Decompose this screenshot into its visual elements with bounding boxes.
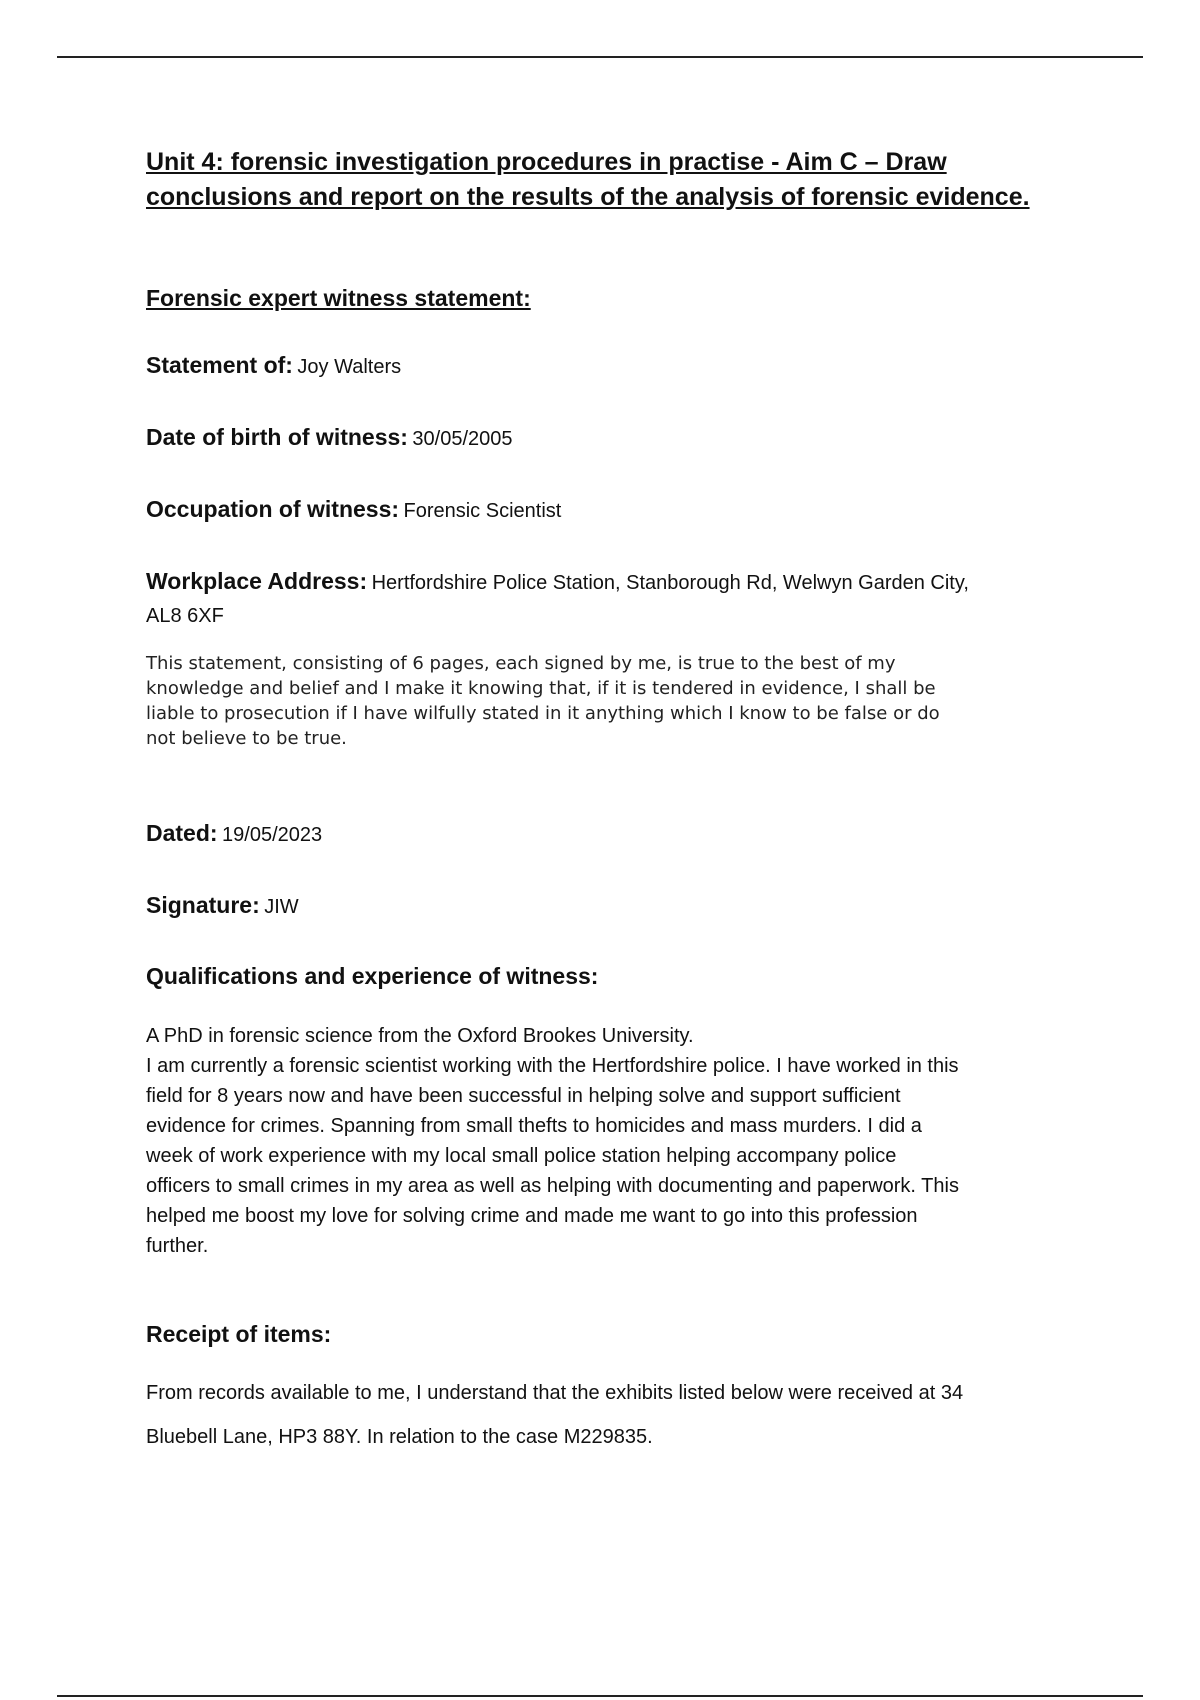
title-line-2: conclusions and report on the results of the analysis of forensic evidence.	[146, 183, 1030, 211]
declaration-line: knowledge and belief and I make it knowing that, if it is tendered in evidence, I shall be	[146, 678, 936, 699]
declaration-line: not believe to be true.	[146, 728, 347, 749]
statement-of-field	[146, 349, 1066, 385]
receipt-line: Bluebell Lane, HP3 88Y. In relation to the case M229835.	[146, 1426, 653, 1448]
receipt-line: From records available to me, I understand that the exhibits listed below were received at 34	[146, 1382, 964, 1404]
statement-of-value: Joy Walters	[297, 356, 402, 378]
document-body	[146, 145, 1066, 1459]
workplace-label: Workplace Address:	[146, 568, 368, 594]
dated-label: Dated:	[146, 820, 218, 846]
dob-value: 30/05/2005	[412, 428, 513, 450]
top-rule	[57, 56, 1143, 58]
occupation-label: Occupation of witness:	[146, 496, 400, 522]
workplace-value-line-1: Hertfordshire Police Station, Stanborough Rd, Welwyn Garden City,	[371, 572, 969, 594]
bottom-rule	[57, 1695, 1143, 1697]
occupation-field	[146, 493, 1066, 529]
declaration-line: liable to prosecution if I have wilfully stated in it anything which I know to be false or do	[146, 703, 940, 724]
qualifications-line: officers to small crimes in my area as well as helping with documenting and paperwork. This	[146, 1175, 959, 1197]
receipt-heading: Receipt of items:	[146, 1321, 332, 1347]
receipt-paragraph	[146, 1371, 1066, 1459]
dated-field	[146, 817, 1066, 853]
declaration-paragraph	[146, 651, 1066, 751]
qualifications-line: week of work experience with my local small police station helping accompany police	[146, 1145, 897, 1167]
qualifications-line: evidence for crimes. Spanning from small thefts to homicides and mass murders. I did a	[146, 1115, 922, 1137]
occupation-value: Forensic Scientist	[403, 500, 562, 522]
qualifications-line: I am currently a forensic scientist working with the Hertfordshire police. I have worked in this	[146, 1055, 959, 1077]
statement-of-label: Statement of:	[146, 352, 293, 378]
qualifications-heading: Qualifications and experience of witness:	[146, 963, 599, 989]
declaration-line: This statement, consisting of 6 pages, each signed by me, is true to the best of my	[146, 653, 896, 674]
qualifications-line: further.	[146, 1235, 209, 1257]
signature-value: JIW	[264, 896, 299, 918]
qualifications-paragraph	[146, 1021, 1066, 1261]
statement-section-heading: Forensic expert witness statement:	[146, 285, 531, 311]
workplace-value-line-2: AL8 6XF	[146, 605, 224, 627]
title-line-1: Unit 4: forensic investigation procedures in practise - Aim C – Draw	[146, 148, 947, 176]
qualifications-line: A PhD in forensic science from the Oxford Brookes University.	[146, 1025, 694, 1047]
dated-value: 19/05/2023	[222, 824, 323, 846]
workplace-field	[146, 565, 1066, 601]
signature-label: Signature:	[146, 892, 260, 918]
document-title	[146, 145, 1066, 215]
qualifications-line: field for 8 years now and have been successful in helping solve and support sufficient	[146, 1085, 901, 1107]
signature-field	[146, 889, 1066, 925]
dob-field	[146, 421, 1066, 457]
qualifications-line: helped me boost my love for solving crime and made me want to go into this profession	[146, 1205, 918, 1227]
dob-label: Date of birth of witness:	[146, 424, 408, 450]
